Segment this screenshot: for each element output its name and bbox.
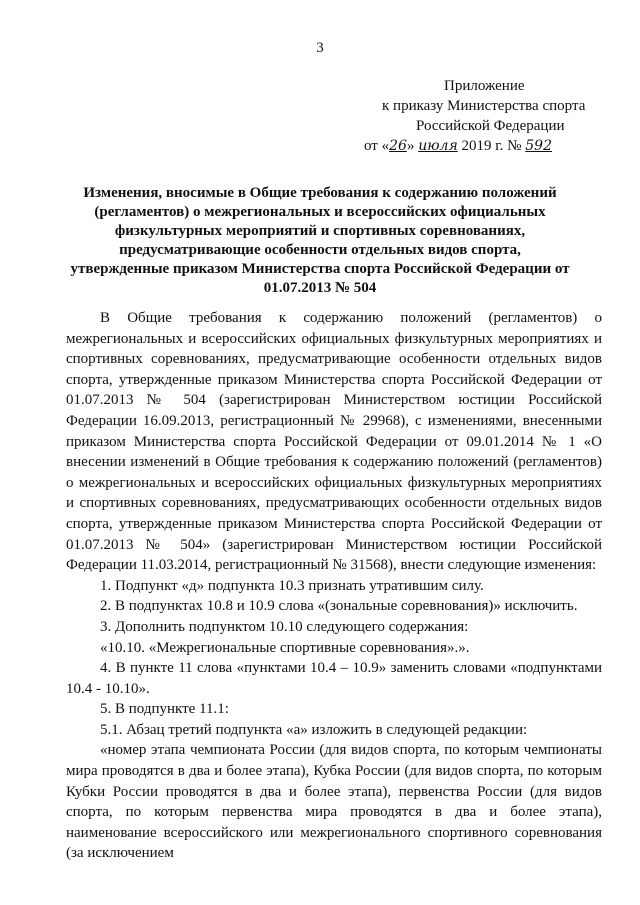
- date-month-handwritten: июля: [418, 138, 458, 154]
- date-year: 2019 г. №: [461, 138, 522, 154]
- paragraph-intro: В Общие требования к содержанию положений (регламентов) о межрегиональных и всероссийских официальных физкультурных мероприятиях и спортивных соревнованиях, предусматривающие особенности отдельных видов спорта, утвержденные приказом Министерства спорта Российской Федерации от 01.07.2013 № 504 (зарегистрирован Министерством юстиции Российской Федерации 16.09.2013, регистрационный № 29968), с изменениями, внесенными приказом Министерства спорта Российской Федерации от 09.01.2014 № 1 «О внесении изменений в Общие требования к содержанию положений (регламентов) о межрегиональных и всероссийских официальных физкультурных мероприятиях и спортивных соревнованиях, предусматривающих особенности отдельных видов спорта, утвержденные приказом Министерства спорта Российской Федерации от 01.07.2013 № 504» (зарегистрирован Министерством юстиции Российской Федерации 11.03.2014, регистрационный № 31568), внести следующие изменения:: [66, 310, 602, 574]
- annex-date-line: [360, 136, 620, 156]
- order-number-handwritten: 592: [525, 138, 552, 154]
- date-prefix: от «: [364, 138, 390, 154]
- paragraph-item-3-quote: «10.10. «Межрегиональные спортивные соревнования».».: [100, 639, 470, 656]
- date-day-handwritten: 26: [389, 138, 407, 154]
- document-body: [66, 308, 602, 864]
- annex-line-3: Российской Федерации: [416, 118, 565, 134]
- paragraph-item-4: 4. В пункте 11 слова «пунктами 10.4 – 10.9» заменить словами «подпунктами 10.4 - 10.10».: [66, 660, 602, 697]
- paragraph-item-5-1: 5.1. Абзац третий подпункта «а» изложить в следующей редакции:: [100, 721, 528, 738]
- page-number: 3: [316, 40, 324, 56]
- annex-line-2: к приказу Министерства спорта: [382, 98, 586, 114]
- paragraph-item-5: 5. В подпункте 11.1:: [100, 701, 229, 718]
- date-mid: »: [406, 138, 415, 154]
- annex-line-1: Приложение: [444, 78, 525, 94]
- document-title: Изменения, вносимые в Общие требования к содержанию положений (регламентов) о межрегиональных и всероссийских официальных физкультурных мероприятий и спортивных соревнованиях, предусматривающие особенности отдельных видов спорта, утвержденные приказом Министерства спорта Российской Федерации от 01.07.2013 № 504: [70, 185, 570, 296]
- paragraph-item-2: 2. В подпунктах 10.8 и 10.9 слова «(зональные соревнования)» исключить.: [100, 598, 578, 615]
- annex-header: [360, 76, 620, 156]
- paragraph-item-1: 1. Подпункт «д» подпункта 10.3 признать утратившим силу.: [100, 577, 484, 594]
- paragraph-item-3: 3. Дополнить подпунктом 10.10 следующего содержания:: [100, 618, 469, 635]
- paragraph-item-5-1-quote: «номер этапа чемпионата России (для видов спорта, по которым чемпионаты мира проводятся в два и более этапа), Кубка России (для видов спорта, по которым Кубки России проводятся в два и более этапа), первенства России (для видов спорта, по которым первенства мира проводятся в два и более этапа), наименование всероссийского или межрегионального спортивного соревнования (за исключением: [66, 742, 602, 862]
